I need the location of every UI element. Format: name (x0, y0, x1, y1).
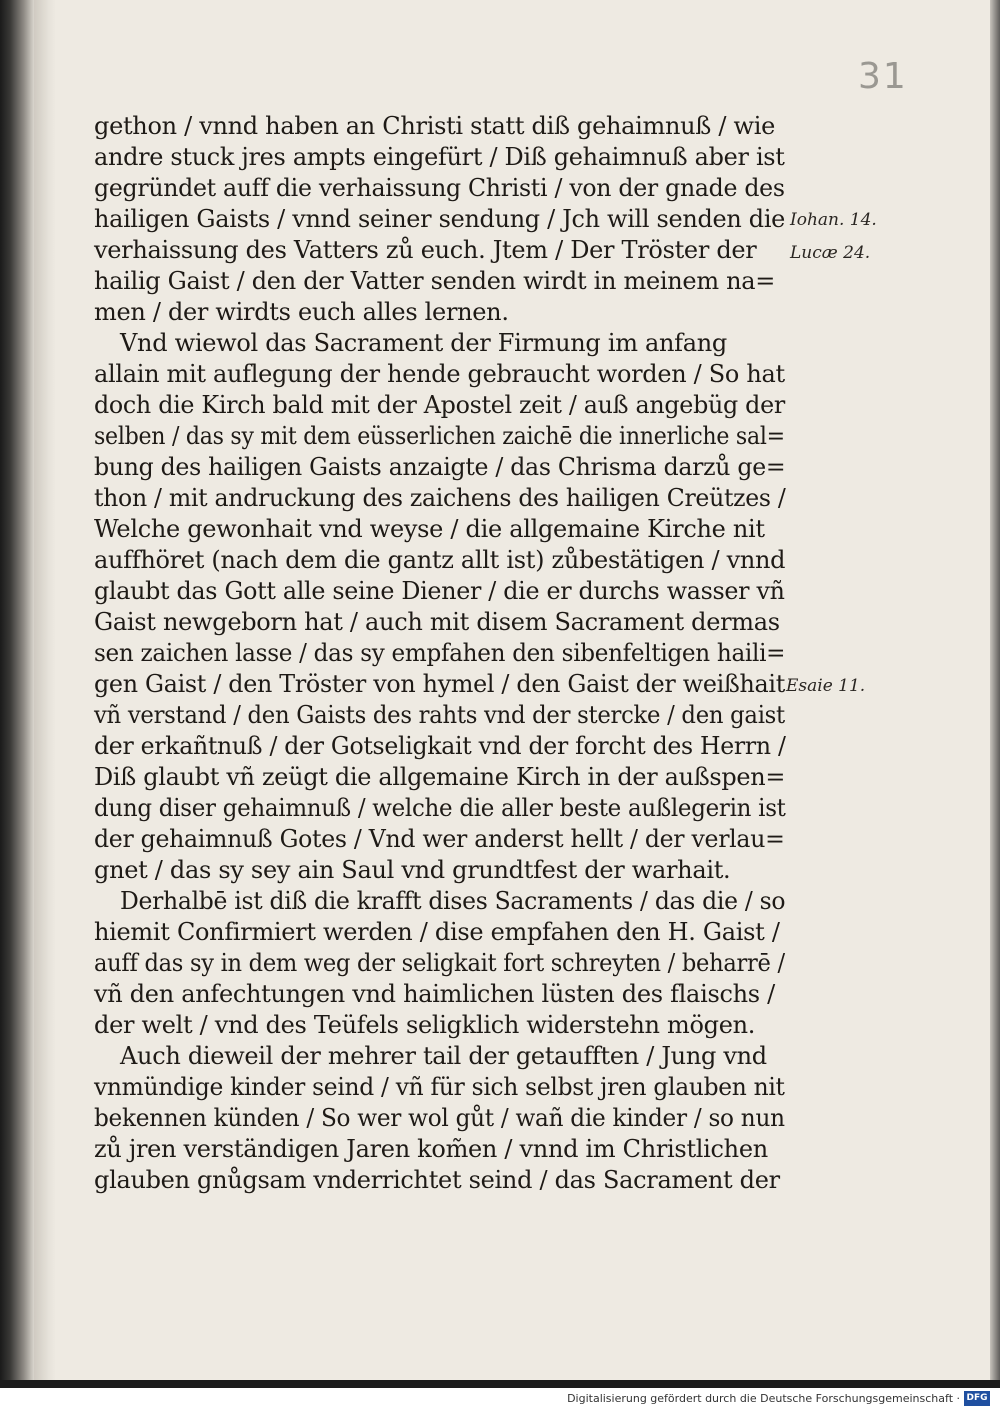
text-line: vñ den anfechtungen vnd haimlichen lüsten des flaischs / (94, 980, 775, 1008)
text-line: bung des hailigen Gaists anzaigte / das Chrisma darzů ge= (94, 453, 786, 481)
scan-left-edge (0, 0, 34, 1388)
scan-right-edge (990, 0, 1000, 1388)
text-line: der erkañtnuß / der Gotseligkait vnd der forcht des Herrn / (94, 732, 786, 760)
text-line: gegründet auff die verhaissung Christi / von der gnade des (94, 174, 785, 202)
scan-bottom-edge (0, 1380, 1000, 1388)
text-line: Derhalbē ist diß die krafft dises Sacraments / das die / so (120, 887, 786, 915)
funding-credit: Digitalisierung gefördert durch die Deutsche Forschungsgemeinschaft · (567, 1392, 960, 1405)
text-line: vñ verstand / den Gaists des rahts vnd der stercke / den gaist (94, 701, 785, 729)
text-line: dung diser gehaimnuß / welche die aller beste außlegerin ist (94, 794, 786, 822)
text-line: der welt / vnd des Teüfels seligklich widerstehn mögen. (94, 1011, 756, 1039)
text-line: bekennen künden / So wer wol gůt / wañ die kinder / so nun (94, 1104, 785, 1132)
margin-note-esaie: Esaie 11. (786, 676, 866, 696)
text-line: men / der wirdts euch alles lernen. (94, 298, 509, 326)
text-line: gethon / vnnd haben an Christi statt diß gehaimnuß / wie (94, 112, 775, 140)
text-line: Gaist newgeborn hat / auch mit disem Sacrament dermas (94, 608, 780, 636)
book-gutter (34, 0, 56, 1388)
text-line: allain mit auflegung der hende gebraucht worden / So hat (94, 360, 785, 388)
text-line: glaubt das Gott alle seine Diener / die er durchs wasser vñ (94, 577, 785, 605)
dfg-logo: DFG (964, 1391, 990, 1406)
text-line: hiemit Confirmiert werden / dise empfahen den H. Gaist / (94, 918, 780, 946)
text-line: Welche gewonhait vnd weyse / die allgemaine Kirche nit (94, 515, 765, 543)
page-number: 31 (858, 56, 908, 97)
text-line: Diß glaubt vñ zeügt die allgemaine Kirch in der außspen= (94, 763, 786, 791)
text-line: vnmündige kinder seind / vñ für sich selbst jren glauben nit (94, 1073, 785, 1101)
text-line: hailig Gaist / den der Vatter senden wirdt in meinem na= (94, 267, 776, 295)
text-line: selben / das sy mit dem eüsserlichen zaichē die innerliche sal= (94, 422, 785, 450)
text-line: zů jren verständigen Jaren kom̃en / vnnd im Christlichen (94, 1135, 768, 1163)
text-line: auff das sy in dem weg der seligkait fort schreyten / beharrē / (94, 949, 785, 977)
text-line: sen zaichen lasse / das sy empfahen den sibenfeltigen haili= (94, 639, 786, 667)
margin-note-lucae: Lucæ 24. (790, 243, 871, 263)
text-line: verhaissung des Vatters zů euch. Jtem / Der Tröster der (94, 236, 757, 264)
text-line: thon / mit andruckung des zaichens des hailigen Creützes / (94, 484, 786, 512)
footer-bar (0, 1388, 1000, 1411)
text-line: glauben gnůgsam vnderrichtet seind / das Sacrament der (94, 1166, 780, 1194)
text-line: Auch dieweil der mehrer tail der getaufften / Jung vnd (120, 1042, 767, 1070)
text-line: auffhöret (nach dem die gantz allt ist) zůbestätigen / vnnd (94, 546, 786, 574)
text-line: andre stuck jres ampts eingefürt / Diß gehaimnuß aber ist (94, 143, 785, 171)
text-line: doch die Kirch bald mit der Apostel zeit / auß angebüg der (94, 391, 785, 419)
text-line: Vnd wiewol das Sacrament der Firmung im anfang (120, 329, 727, 357)
text-line: gen Gaist / den Tröster von hymel / den Gaist der weißhait (94, 670, 785, 698)
text-line: hailigen Gaists / vnnd seiner sendung / Jch will senden die (94, 205, 786, 233)
text-line: der gehaimnuß Gotes / Vnd wer anderst hellt / der verlau= (94, 825, 785, 853)
text-line: gnet / das sy sey ain Saul vnd grundtfest der warhait. (94, 856, 731, 884)
margin-note-johan: Iohan. 14. (790, 210, 877, 230)
